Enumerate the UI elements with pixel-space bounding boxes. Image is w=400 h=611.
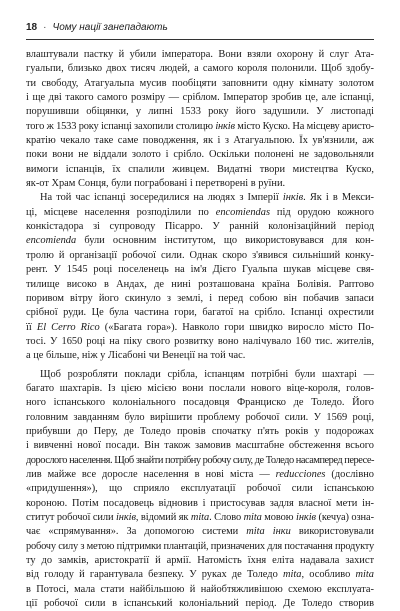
italic-term: reducciones <box>275 468 326 480</box>
text-line <box>26 120 374 134</box>
text-segment: На той час іспанці зосередилися на людях з Імперії <box>40 192 283 204</box>
text-segment: її <box>26 321 37 333</box>
text-segment: ного іспанського колоніального посадовця Франциско де Толедо. Його <box>26 397 374 409</box>
text-line <box>26 249 374 263</box>
text-line <box>26 278 374 292</box>
page-number: 18 <box>26 22 38 33</box>
italic-term: інків <box>296 512 316 523</box>
text-line <box>26 148 374 162</box>
text-line <box>26 583 374 597</box>
text-line <box>26 163 374 177</box>
text-line <box>26 91 374 105</box>
italic-term: encomiendas <box>215 206 270 218</box>
text-segment: дорослого населення. Щоб знайти потрібну робочу силу, де Толедо насамперед пересе- <box>26 454 374 466</box>
text-segment: робочу силу з метою підтримки плантацій, призначених для постачання продукту <box>26 540 375 552</box>
text-segment: поки вони не віддали золото і срібло. Оскільки полонені не задовольняли <box>26 149 374 161</box>
text-line <box>26 62 374 76</box>
text-line <box>26 306 374 320</box>
text-line <box>26 597 374 611</box>
text-segment: рент. У 1545 році поселенець на ім'я Дієго Гуальпа шукав місцеве свя- <box>26 264 374 276</box>
text-line <box>26 425 374 439</box>
text-line <box>26 482 374 496</box>
text-line <box>26 368 374 382</box>
text-line <box>26 206 374 220</box>
italic-term: El Cerro Rico <box>36 321 100 333</box>
italic-term: encomienda <box>26 235 77 247</box>
text-line <box>26 411 374 425</box>
header-rule <box>26 39 374 40</box>
text-line <box>26 105 374 119</box>
text-line <box>26 191 374 205</box>
book-title: Чому нації занепадають <box>52 22 168 33</box>
text-segment: використовували <box>290 526 374 538</box>
text-segment: ції робочої сили в іспанський колоніальний період. Де Толедо створив <box>26 598 374 610</box>
text-line <box>26 220 374 234</box>
text-segment: ці, місцеве населення розподілили по <box>26 206 216 218</box>
text-line <box>26 349 374 363</box>
text-segment: лив майже все доросле населення в нові міста — <box>26 468 276 480</box>
text-segment: тролю й організації робочої сили. Однак скоро з'явився сильніший конку- <box>26 249 374 261</box>
italic-term: mita <box>190 512 210 523</box>
text-segment: прибувши до Перу, де Толедо провів спочатку п'ять років у подорожах <box>26 425 374 437</box>
text-segment: гуальпи, близько двох тисяч людей, а самого короля полонили. Щоб здобу- <box>26 63 374 75</box>
text-segment: були основним інститутом, що використовувався для кон- <box>76 235 374 247</box>
text-line <box>26 48 374 62</box>
text-segment: головним завданням було вирішити проблему робочої сили. У 1569 році, <box>26 411 374 423</box>
text-segment: від голоду й гарантувала безпеку. У руках де Толедо <box>26 569 283 581</box>
text-line <box>26 77 374 91</box>
text-segment: влаштували пастку й убили імператора. Вони взяли охорону й слуг Ата- <box>26 49 374 60</box>
text-line <box>26 335 374 349</box>
text-segment: багато шахтарів. Із цією місією вони послали нового віце-короля, голов- <box>26 382 374 394</box>
text-line <box>26 540 374 554</box>
text-segment: кратію чекало таке саме поводження, як і з Атагуальпою. Їх ув'язнили, аж <box>26 135 374 147</box>
text-line <box>26 511 374 525</box>
text-line <box>26 568 374 582</box>
text-segment: («Багата гора»). Навколо гори швидко виросло місто По- <box>99 321 374 333</box>
header-separator: · <box>43 22 47 33</box>
text-segment: і вивченні нової посади. Він також замовив масштабне обстеження всього <box>26 440 374 452</box>
italic-term: інків <box>115 512 136 523</box>
text-segment: як-от Храм Сонця, були пограбовані і перетворені в руїни. <box>26 178 286 190</box>
text-line <box>26 177 374 191</box>
text-line <box>26 468 374 482</box>
text-segment: , особливо <box>301 569 356 581</box>
body-text <box>26 48 374 611</box>
italic-term: mita <box>243 512 262 523</box>
italic-term: інки <box>272 526 291 538</box>
italic-term: mita <box>282 569 302 581</box>
text-segment: конкістадора зі супроводу Пісарро. У ранній колонізаційний період <box>26 221 374 233</box>
text-line <box>26 454 374 468</box>
text-line <box>26 554 374 568</box>
italic-term: mita <box>355 569 375 581</box>
text-segment: чає «спрямування». За допомогою системи <box>26 526 247 538</box>
text-segment: поривом вітру його скинуло з землі, і перед собою він побачив запаси <box>26 292 374 304</box>
text-segment: під орудою кожного <box>270 206 374 218</box>
text-segment: срібної руди. Це була частина гори, багатої на срібло. Іспанці охрестили <box>26 307 374 319</box>
text-line <box>26 525 374 539</box>
text-line <box>26 497 374 511</box>
text-segment: (кечуа) озна- <box>315 512 374 523</box>
text-segment: місто Куско. На місцеву аристо- <box>234 120 374 132</box>
text-line <box>26 263 374 277</box>
italic-term: інків <box>215 120 235 132</box>
text-segment: короною. Потім посадовець відновив і пристосував задля власної мети ін- <box>26 497 374 509</box>
text-segment: порушивши обіцянки, у липні 1533 року його задушили. У листопаді <box>26 106 374 118</box>
text-segment: вимоги іспанців, їх спалили живцем. Видатні твори мистецтва Куско, <box>26 163 374 175</box>
text-line <box>26 439 374 453</box>
text-line <box>26 382 374 396</box>
italic-term: інків <box>282 192 304 204</box>
text-segment: ти свободу, Атагуальпа мусив пообіцяти заповнити одну кімнату золотом <box>26 77 374 89</box>
text-segment: мовою <box>261 512 297 523</box>
text-segment: в Потосі, мала стати найбільшою й найобтяжливішою схемою експлуата- <box>26 583 374 595</box>
text-segment: Щоб розробляти поклади срібла, іспанцям потрібні були шахтарі — <box>40 368 374 380</box>
text-segment: ту до замків, аристократії й армії. Натомість їхня еліта надавала захист <box>26 555 374 567</box>
text-segment: і ще дві такого самого розміру — сріблом. Імператор зробив це, але іспанці, <box>26 92 374 104</box>
text-segment: «придушення»), що сприяло експлуатації робочої сили іспанською <box>26 483 374 495</box>
text-segment: (дослівно <box>325 468 374 480</box>
text-segment: тосі. У 1650 році на піку свого розвитку воно налічувало 160 тис. жителів, <box>26 335 374 347</box>
text-line <box>26 134 374 148</box>
text-segment: , відомий як <box>135 512 191 523</box>
text-line <box>26 292 374 306</box>
text-segment: того ж 1533 року іспанці захопили столицю <box>26 120 216 132</box>
text-segment <box>265 526 273 537</box>
text-segment: тилище високо в Андах, де нині розташована країна Болівія. Раптово <box>26 278 374 290</box>
text-segment: ститут робочої сили <box>26 512 116 523</box>
running-head <box>26 22 374 38</box>
text-line <box>26 396 374 410</box>
italic-term: mita <box>246 526 265 538</box>
text-line <box>26 234 374 248</box>
text-segment: а це більше, ніж у Лісабоні чи Венеції на той час. <box>26 350 246 362</box>
text-segment: . Слово <box>209 512 244 523</box>
text-segment: . Як і в Мекси- <box>303 192 374 204</box>
text-line <box>26 321 374 335</box>
